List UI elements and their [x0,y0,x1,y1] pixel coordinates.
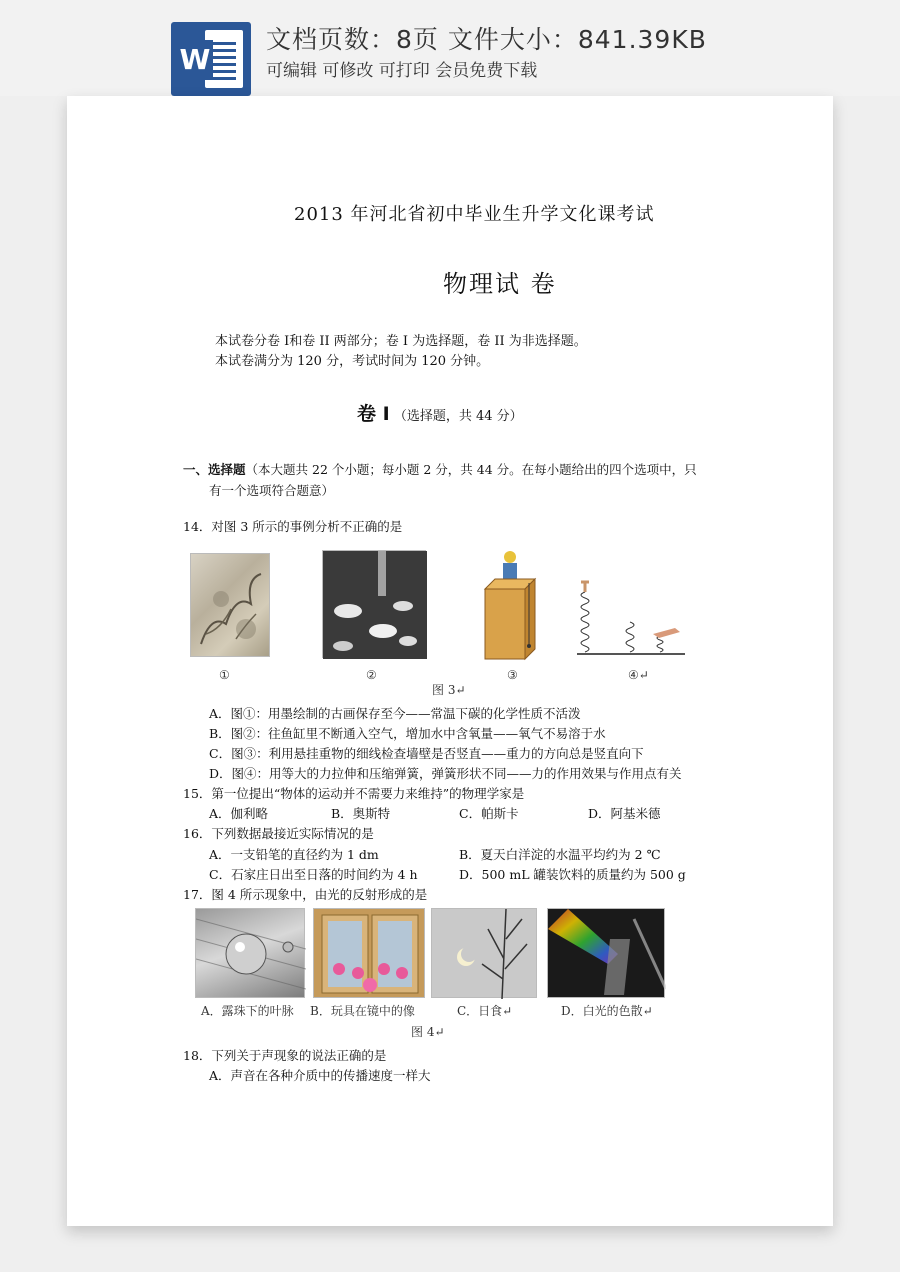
section-note-1: （本大题共 22 个小题；每小题 2 分，共 44 分。在每小题给出的四个选项中，只 [245,462,697,477]
figure4-label-b: B．玩具在镜中的像 [310,1004,415,1018]
document-page [67,96,833,1226]
volume-label: 卷 I [357,403,390,425]
q14-option-a: A．图①：用墨绘制的古画保存至今——常温下碳的化学性质不活泼 [209,706,581,721]
question-14: 14．对图 3 所示的事例分析不正确的是 [183,519,403,534]
figure3-label-3: ③ [507,668,518,682]
figure3-springs [575,578,687,658]
figure3-label-2: ② [366,668,377,682]
q15-option-a: A．伽利略 [209,806,269,821]
figure4-label-d: D．白光的色散↵ [561,1004,653,1018]
file-features: 可编辑 可修改 可打印 会员免费下载 [266,61,538,81]
download-banner [0,0,900,96]
word-document-icon [171,22,251,96]
figure4-solar-eclipse [431,908,537,998]
intro-line-1: 本试卷分卷 I和卷 II 两部分；卷 I 为选择题，卷 II 为非选择题。 [215,334,587,349]
volume-heading [357,399,523,426]
figure4-label-c: C．日食↵ [457,1004,513,1018]
figure4-prism-dispersion [547,908,665,998]
figure4-mirror-toy [313,908,425,998]
exam-title: 2013 年河北省初中毕业生升学文化课考试 [294,204,655,225]
q15-option-b: B．奥斯特 [331,806,391,821]
figure3-worker-plumb-line [481,549,539,661]
question-18: 18．下列关于声现象的说法正确的是 [183,1048,387,1063]
q16-option-d: D．500 mL 罐装饮料的质量约为 500 g [459,867,686,882]
section-note-2: 有一个选项符合题意） [209,483,335,498]
question-17: 17．图 4 所示现象中，由光的反射形成的是 [183,887,428,902]
section-heading-line [183,460,697,478]
figure3-fish-tank [322,550,426,658]
q16-option-b: B．夏天白洋淀的水温平均约为 2 ℃ [459,847,661,862]
figure4-label-a: A．露珠下的叶脉 [201,1004,294,1018]
question-16: 16．下列数据最接近实际情况的是 [183,826,374,841]
figure3-ink-painting [190,553,270,657]
q14-option-d: D．图④：用等大的力拉伸和压缩弹簧，弹簧形状不同——力的作用效果与作用点有关 [209,766,682,781]
subject-title: 物理试 卷 [443,270,557,298]
q16-option-a: A．一支铅笔的直径约为 1 dm [209,847,379,862]
figure3-label-1: ① [219,668,230,682]
intro-line-2: 本试卷满分为 120 分，考试时间为 120 分钟。 [215,354,490,369]
figure3-caption: 图 3↵ [432,683,466,697]
question-15: 15．第一位提出“物体的运动并不需要力来维持”的物理学家是 [183,786,525,801]
q14-option-c: C．图③：利用悬挂重物的细线检查墙壁是否竖直——重力的方向总是竖直向下 [209,746,644,761]
section-heading: 一、选择题 [183,462,246,477]
q16-option-c: C．石家庄日出至日落的时间约为 4 h [209,867,418,882]
figure4-caption: 图 4↵ [411,1025,445,1039]
q18-option-a: A．声音在各种介质中的传播速度一样大 [209,1068,431,1083]
q15-option-c: C．帕斯卡 [459,806,519,821]
q15-option-d: D．阿基米德 [588,806,661,821]
volume-note: （选择题，共 44 分） [393,409,523,424]
figure3-label-4: ④↵ [628,668,649,682]
word-logo-letter: W [177,40,213,80]
file-info-title: 文档页数：8页 文件大小：841.39KB [266,25,707,54]
figure4-dewdrop-leaf [195,908,305,998]
q14-option-b: B．图②：往鱼缸里不断通入空气，增加水中含氧量——氧气不易溶于水 [209,726,606,741]
